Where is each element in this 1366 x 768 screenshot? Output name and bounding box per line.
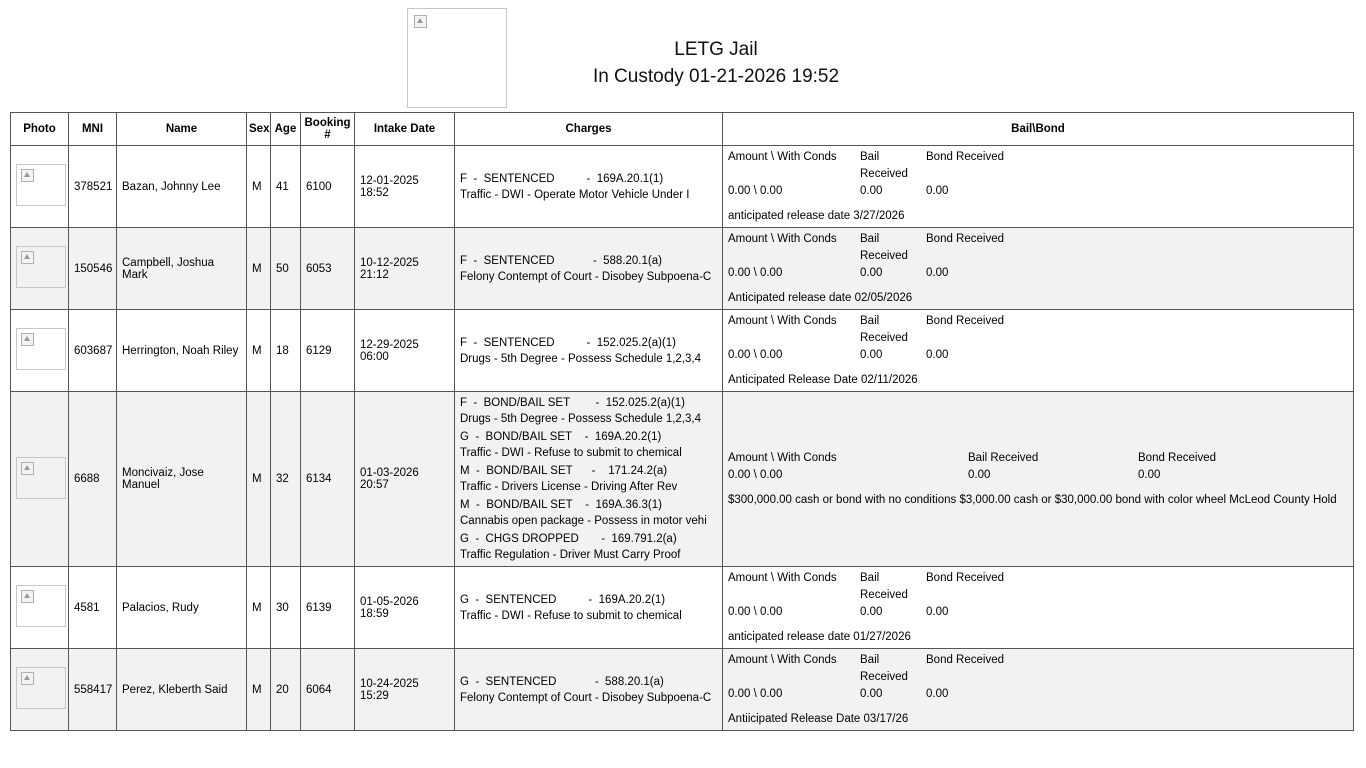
charge-entry (460, 429, 717, 461)
inmate-bail-bond (723, 228, 1354, 310)
column-header-name: Name (117, 113, 247, 146)
in-custody-table (10, 112, 1354, 731)
inmate-intake-date: 12-29-2025 06:00 (355, 310, 455, 392)
inmate-sex: M (247, 392, 271, 567)
bail-amount-label: Amount \ With Conds (728, 315, 837, 327)
inmate-sex: M (247, 310, 271, 392)
column-header-charges: Charges (455, 113, 723, 146)
charge-description: Traffic - DWI - Refuse to submit to chemical (460, 609, 682, 622)
inmate-sex: M (247, 146, 271, 228)
inmate-photo-cell (11, 310, 69, 392)
charge-statute: G - SENTENCED - 588.20.1(a) (460, 675, 664, 688)
bail-header-row (728, 149, 1348, 183)
bond-received-label: Bond Received (926, 572, 1004, 584)
report-title-block (593, 8, 839, 90)
inmate-booking-number: 6134 (301, 392, 355, 567)
inmate-charges (455, 567, 723, 649)
bail-amount-value: 0.00 \ 0.00 (728, 688, 783, 700)
inmate-intake-date: 01-05-2026 18:59 (355, 567, 455, 649)
inmate-booking-number: 6139 (301, 567, 355, 649)
bail-header-row (728, 570, 1348, 604)
inmate-name: Moncivaiz, Jose Manuel (117, 392, 247, 567)
table-row (11, 392, 1354, 567)
bail-amount-value: 0.00 \ 0.00 (728, 606, 783, 618)
charge-entry (460, 531, 717, 563)
bail-amount-value: 0.00 \ 0.00 (728, 349, 783, 361)
inmate-bail-bond (723, 567, 1354, 649)
column-header-bail-bond: Bail\Bond (723, 113, 1354, 146)
inmate-intake-date: 10-24-2025 15:29 (355, 649, 455, 731)
bail-received-label: Bail Received (860, 654, 908, 683)
inmate-sex: M (247, 649, 271, 731)
bail-note: $300,000.00 cash or bond with no conditions $3,000.00 cash or $30,000.00 bond with color wheel McLeod County Hold (728, 494, 1337, 506)
charge-statute: M - BOND/BAIL SET - 171.24.2(a) (460, 465, 668, 477)
broken-image-icon (21, 590, 34, 603)
broken-image-icon (21, 251, 34, 264)
page-subtitle: In Custody 01-21-2026 19:52 (592, 66, 840, 87)
broken-image-icon (21, 672, 34, 685)
bail-amount-value: 0.00 \ 0.00 (728, 267, 783, 279)
broken-image-icon (414, 15, 427, 28)
inmate-photo (16, 246, 66, 288)
bond-received-label: Bond Received (1138, 452, 1216, 464)
inmate-mni: 150546 (69, 228, 117, 310)
charge-description: Drugs - 5th Degree - Possess Schedule 1,2,3,4 (460, 352, 701, 365)
inmate-bail-bond (723, 146, 1354, 228)
inmate-booking-number: 6053 (301, 228, 355, 310)
charge-entry (460, 395, 717, 427)
bail-values-row (728, 265, 1348, 282)
inmate-bail-bond (723, 649, 1354, 731)
bail-amount-label: Amount \ With Conds (728, 572, 837, 584)
bail-values-row (728, 347, 1348, 364)
bail-amount-label: Amount \ With Conds (728, 233, 837, 245)
charge-description: Traffic - DWI - Refuse to submit to chemical (460, 447, 682, 459)
inmate-intake-date: 01-03-2026 20:57 (355, 392, 455, 567)
bail-received-value: 0.00 (860, 185, 883, 197)
bail-received-value: 0.00 (968, 469, 991, 481)
column-header-booking: Booking # (301, 113, 355, 146)
bail-received-label: Bail Received (860, 572, 908, 601)
bail-amount-value: 0.00 \ 0.00 (728, 185, 783, 197)
bail-received-value: 0.00 (860, 267, 883, 279)
bail-amount-label: Amount \ With Conds (728, 151, 837, 163)
charge-entry (460, 592, 717, 624)
bond-received-label: Bond Received (926, 233, 1004, 245)
inmate-sex: M (247, 567, 271, 649)
inmate-age: 41 (271, 146, 301, 228)
charge-entry (460, 674, 717, 706)
bail-received-label: Bail Received (968, 452, 1039, 464)
inmate-photo (16, 164, 66, 206)
column-header-age: Age (271, 113, 301, 146)
bond-received-label: Bond Received (926, 315, 1004, 327)
bail-header-row (728, 450, 1348, 467)
charge-statute: M - BOND/BAIL SET - 169A.36.3(1) (460, 499, 662, 511)
inmate-age: 18 (271, 310, 301, 392)
inmate-charges (455, 649, 723, 731)
bail-received-value: 0.00 (860, 688, 883, 700)
charge-statute: G - CHGS DROPPED - 169.791.2(a) (460, 533, 677, 545)
broken-image-icon (21, 333, 34, 346)
inmate-bail-bond (723, 392, 1354, 567)
inmate-mni: 6688 (69, 392, 117, 567)
inmate-mni: 4581 (69, 567, 117, 649)
charge-statute: G - SENTENCED - 169A.20.2(1) (460, 593, 666, 606)
inmate-name: Campbell, Joshua Mark (117, 228, 247, 310)
bond-received-label: Bond Received (926, 654, 1004, 666)
bond-received-label: Bond Received (926, 151, 1004, 163)
inmate-name: Herrington, Noah Riley (117, 310, 247, 392)
bail-received-label: Bail Received (860, 315, 908, 344)
charge-statute: F - SENTENCED - 169A.20.1(1) (460, 172, 664, 185)
inmate-name: Bazan, Johnny Lee (117, 146, 247, 228)
inmate-age: 50 (271, 228, 301, 310)
inmate-photo (16, 585, 66, 627)
inmate-photo-cell (11, 146, 69, 228)
page-title: LETG Jail (674, 39, 758, 60)
charge-description: Felony Contempt of Court - Disobey Subpoena-C (460, 270, 712, 283)
charge-statute: G - BOND/BAIL SET - 169A.20.2(1) (460, 431, 662, 443)
charge-statute: F - BOND/BAIL SET - 152.025.2(a)(1) (460, 397, 685, 409)
charge-entry (460, 497, 717, 529)
inmate-booking-number: 6064 (301, 649, 355, 731)
charge-description: Traffic - Drivers License - Driving After Rev (460, 481, 678, 493)
bond-received-value: 0.00 (926, 267, 949, 279)
inmate-photo-cell (11, 567, 69, 649)
bond-received-value: 0.00 (1138, 469, 1161, 481)
bond-received-value: 0.00 (926, 606, 949, 618)
bail-note: Anticipated Release Date 02/11/2026 (728, 374, 918, 386)
bail-amount-label: Amount \ With Conds (728, 654, 837, 666)
charge-description: Traffic Regulation - Driver Must Carry Proof (460, 549, 681, 561)
bond-received-value: 0.00 (926, 349, 949, 361)
bail-values-row (728, 604, 1348, 621)
inmate-mni: 558417 (69, 649, 117, 731)
inmate-name: Perez, Kleberth Said (117, 649, 247, 731)
bail-received-value: 0.00 (860, 606, 883, 618)
table-row (11, 228, 1354, 310)
charge-description: Drugs - 5th Degree - Possess Schedule 1,2,3,4 (460, 413, 701, 425)
column-header-sex: Sex (247, 113, 271, 146)
inmate-charges (455, 228, 723, 310)
charge-entry (460, 335, 717, 367)
inmate-name: Palacios, Rudy (117, 567, 247, 649)
bond-received-value: 0.00 (926, 688, 949, 700)
bail-note: Antiicipated Release Date 03/17/26 (728, 713, 909, 725)
report-header (0, 0, 1366, 112)
inmate-charges (455, 146, 723, 228)
column-header-mni: MNI (69, 113, 117, 146)
charge-statute: F - SENTENCED - 588.20.1(a) (460, 254, 662, 267)
bail-header-row (728, 231, 1348, 265)
inmate-intake-date: 12-01-2025 18:52 (355, 146, 455, 228)
inmate-photo (16, 457, 66, 499)
inmate-photo (16, 328, 66, 370)
table-body (11, 146, 1354, 731)
charge-entry (460, 253, 717, 285)
table-header-row (11, 113, 1354, 146)
inmate-bail-bond (723, 310, 1354, 392)
inmate-sex: M (247, 228, 271, 310)
charge-entry (460, 171, 717, 203)
charge-entry (460, 463, 717, 495)
inmate-age: 20 (271, 649, 301, 731)
bail-header-row (728, 313, 1348, 347)
inmate-booking-number: 6129 (301, 310, 355, 392)
table-row (11, 146, 1354, 228)
table-row (11, 310, 1354, 392)
column-header-intake-date: Intake Date (355, 113, 455, 146)
bond-received-value: 0.00 (926, 185, 949, 197)
inmate-age: 30 (271, 567, 301, 649)
agency-logo (407, 8, 507, 108)
broken-image-icon (21, 169, 34, 182)
inmate-charges (455, 310, 723, 392)
bail-received-label: Bail Received (860, 233, 908, 262)
inmate-photo-cell (11, 228, 69, 310)
inmate-mni: 378521 (69, 146, 117, 228)
column-header-photo: Photo (11, 113, 69, 146)
bail-values-row (728, 467, 1348, 484)
inmate-photo (16, 667, 66, 709)
inmate-photo-cell (11, 392, 69, 567)
inmate-booking-number: 6100 (301, 146, 355, 228)
inmate-photo-cell (11, 649, 69, 731)
broken-image-icon (21, 462, 34, 475)
table-row (11, 567, 1354, 649)
inmate-charges (455, 392, 723, 567)
inmate-intake-date: 10-12-2025 21:12 (355, 228, 455, 310)
bail-values-row (728, 686, 1348, 703)
table-row (11, 649, 1354, 731)
bail-values-row (728, 183, 1348, 200)
bail-note: anticipated release date 01/27/2026 (728, 631, 911, 643)
inmate-mni: 603687 (69, 310, 117, 392)
inmate-age: 32 (271, 392, 301, 567)
charge-description: Cannabis open package - Possess in motor vehi (460, 515, 707, 527)
charge-description: Felony Contempt of Court - Disobey Subpoena-C (460, 691, 712, 704)
bail-received-value: 0.00 (860, 349, 883, 361)
bail-header-row (728, 652, 1348, 686)
charge-statute: F - SENTENCED - 152.025.2(a)(1) (460, 336, 677, 349)
bail-amount-value: 0.00 \ 0.00 (728, 469, 783, 481)
charge-description: Traffic - DWI - Operate Motor Vehicle Under I (460, 188, 690, 201)
bail-amount-label: Amount \ With Conds (728, 452, 837, 464)
bail-note: Anticipated release date 02/05/2026 (728, 292, 913, 304)
bail-note: anticipated release date 3/27/2026 (728, 210, 905, 222)
bail-received-label: Bail Received (860, 151, 908, 180)
